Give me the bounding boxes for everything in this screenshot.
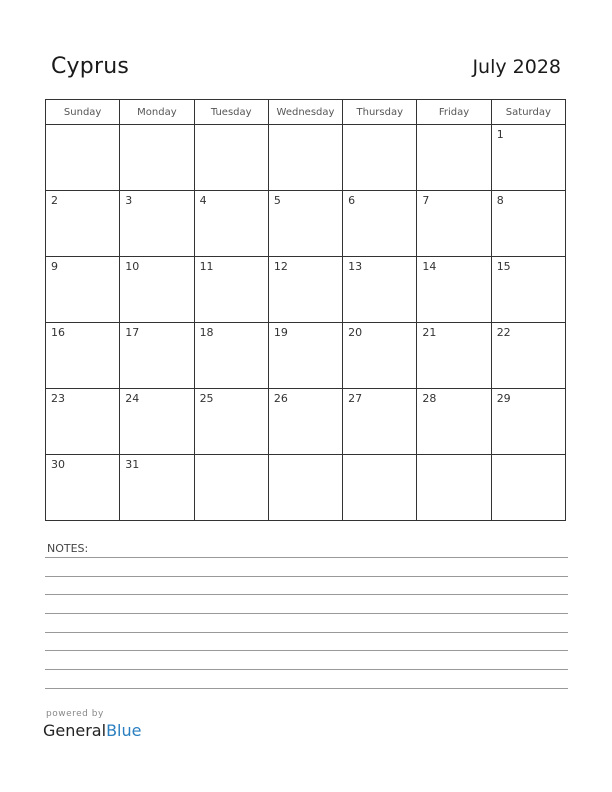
day-cell — [120, 191, 194, 257]
weekday-sunday: Sunday — [46, 100, 120, 125]
weekday-saturday: Saturday — [491, 100, 565, 125]
day-number: 22 — [496, 326, 511, 339]
day-cell — [343, 125, 417, 191]
day-cell — [343, 257, 417, 323]
day-number: 25 — [199, 392, 214, 405]
week-row-1 — [46, 125, 566, 191]
note-line — [45, 594, 568, 595]
note-line — [45, 557, 568, 558]
weekday-thursday: Thursday — [343, 100, 417, 125]
day-number: 11 — [199, 260, 214, 273]
day-number — [195, 125, 268, 128]
day-number: 17 — [125, 326, 140, 339]
day-cell — [417, 257, 491, 323]
note-line — [45, 650, 568, 651]
day-number: 26 — [273, 392, 288, 405]
day-cell — [491, 191, 565, 257]
day-number: 31 — [125, 458, 140, 471]
day-number — [343, 125, 416, 128]
note-line — [45, 613, 568, 614]
day-cell — [268, 389, 342, 455]
day-cell — [491, 257, 565, 323]
day-number: 3 — [125, 194, 133, 207]
day-number: 14 — [422, 260, 437, 273]
brand-name-general: General — [43, 721, 107, 740]
day-cell — [417, 323, 491, 389]
day-number: 2 — [51, 194, 58, 207]
day-number — [492, 455, 565, 458]
calendar-grid — [45, 99, 566, 521]
note-line — [45, 688, 568, 689]
day-cell — [268, 125, 342, 191]
day-cell — [194, 257, 268, 323]
weekday-friday: Friday — [417, 100, 491, 125]
day-number: 13 — [348, 260, 363, 273]
day-number — [269, 455, 342, 458]
day-number — [269, 125, 342, 128]
week-row-4 — [46, 323, 566, 389]
day-number: 7 — [422, 194, 430, 207]
day-cell — [268, 323, 342, 389]
weekday-monday: Monday — [120, 100, 194, 125]
day-cell — [46, 257, 120, 323]
day-number: 12 — [273, 260, 288, 273]
day-number: 6 — [348, 194, 356, 207]
day-cell — [194, 455, 268, 521]
day-cell — [120, 257, 194, 323]
brand-logo — [43, 721, 141, 740]
week-row-5 — [46, 389, 566, 455]
day-number: 27 — [348, 392, 363, 405]
day-cell — [343, 323, 417, 389]
day-number — [46, 125, 119, 128]
day-number: 21 — [422, 326, 437, 339]
month-title: July 2028 — [472, 56, 561, 78]
day-cell — [491, 323, 565, 389]
day-cell — [491, 389, 565, 455]
day-number — [195, 455, 268, 458]
notes-label: NOTES: — [47, 542, 89, 555]
day-cell — [417, 389, 491, 455]
brand-name-blue: Blue — [106, 721, 142, 740]
day-number: 10 — [125, 260, 140, 273]
day-cell — [46, 389, 120, 455]
day-cell — [194, 191, 268, 257]
day-cell — [120, 323, 194, 389]
weekday-wednesday: Wednesday — [268, 100, 342, 125]
day-cell — [417, 191, 491, 257]
week-row-2 — [46, 191, 566, 257]
day-cell — [417, 455, 491, 521]
day-cell — [46, 191, 120, 257]
note-line — [45, 669, 568, 670]
day-cell — [46, 323, 120, 389]
day-number: 24 — [125, 392, 140, 405]
day-cell — [343, 191, 417, 257]
day-number — [120, 125, 193, 128]
powered-by-text: powered by — [46, 709, 104, 719]
day-number: 9 — [51, 260, 58, 273]
day-cell — [46, 125, 120, 191]
country-title: Cyprus — [51, 54, 129, 79]
day-cell — [343, 455, 417, 521]
day-number: 28 — [422, 392, 437, 405]
note-line — [45, 632, 568, 633]
day-cell — [120, 455, 194, 521]
day-number: 15 — [496, 260, 511, 273]
day-cell — [46, 455, 120, 521]
day-number — [343, 455, 416, 458]
note-line — [45, 576, 568, 577]
weekday-header-row — [46, 100, 566, 125]
day-number — [417, 125, 490, 128]
day-number: 30 — [51, 458, 65, 471]
day-number: 4 — [199, 194, 207, 207]
day-number: 20 — [348, 326, 363, 339]
day-cell — [194, 125, 268, 191]
day-number: 29 — [496, 392, 511, 405]
day-cell — [194, 389, 268, 455]
day-number: 1 — [496, 128, 504, 141]
day-number: 16 — [51, 326, 65, 339]
day-number: 18 — [199, 326, 214, 339]
day-number: 8 — [496, 194, 504, 207]
day-cell — [120, 389, 194, 455]
day-cell — [268, 455, 342, 521]
day-cell — [194, 323, 268, 389]
day-number: 23 — [51, 392, 65, 405]
weekday-tuesday: Tuesday — [194, 100, 268, 125]
day-number — [417, 455, 490, 458]
day-cell — [343, 389, 417, 455]
day-cell — [268, 191, 342, 257]
day-number: 5 — [273, 194, 281, 207]
day-cell — [491, 125, 565, 191]
week-row-6 — [46, 455, 566, 521]
day-number: 19 — [273, 326, 288, 339]
day-cell — [417, 125, 491, 191]
day-cell — [120, 125, 194, 191]
day-cell — [491, 455, 565, 521]
day-cell — [268, 257, 342, 323]
week-row-3 — [46, 257, 566, 323]
